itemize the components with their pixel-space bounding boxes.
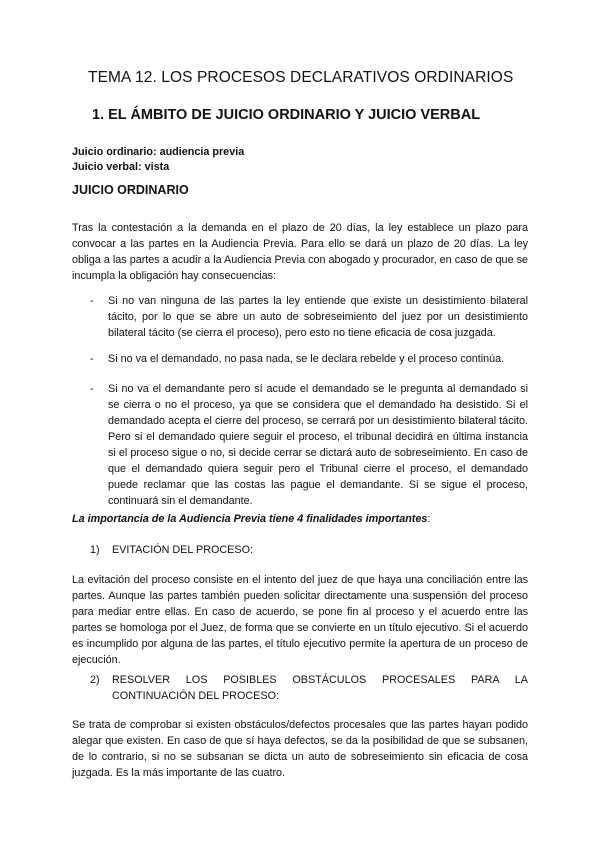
list-item bbox=[72, 351, 528, 367]
bullet-list bbox=[72, 351, 528, 367]
bullet-text: Si no van ninguna de las partes la ley entiende que existe un desistimiento bilateral tácito, por lo que se abre un auto de sobreseimiento del juez por un desistimiento bilateral tácito (se cierra el proceso), pero esto no tiene eficacia de cosa juzgada. bbox=[108, 295, 528, 339]
item-heading: EVITACIÓN DEL PROCESO: bbox=[112, 544, 253, 556]
bullet-text: Si no va el demandado, no pasa nada, se le declara rebelde y el proceso continúa. bbox=[108, 353, 505, 365]
bullet-marker: - bbox=[90, 295, 94, 307]
bullet-text: Si no va el demandante pero sí acude el demandado se le pregunta al demandado si se cierra o no el proceso, ya que se considera que el demandado ha desistido. Si el demandado acepta el cierre del proceso, se cerrará por un desistimiento bilateral tácito. Pero si el demandado quiere seguir el proceso, el tribunal decidirá en última instancia si el proceso sigue o no, si decide cerrar se dictará auto de sobreseimiento. En caso de que el demandado quiera seguir pero el Tribunal cierre el proceso, el demandado puede reclamar que las costas las pague el demandante. Si se sigue el proceso, continuará sin el demandante. bbox=[108, 383, 528, 507]
bullet-list bbox=[72, 293, 528, 341]
list-item bbox=[72, 381, 528, 509]
importance-text: La importancia de la Audiencia Previa tiene 4 finalidades importantes bbox=[72, 513, 428, 525]
list-item bbox=[72, 293, 528, 341]
section-subtitle: 1. EL ÁMBITO DE JUICIO ORDINARIO Y JUICIO VERBAL bbox=[92, 107, 481, 123]
intro-paragraph: Tras la contestación a la demanda en el plazo de 20 días, la ley establece un plazo para convocar a las partes en la Audiencia Previa. Para ello se dará un plazo de 20 días. La ley obliga a las partes a acudir a la Audiencia Previa con abogado y procurador, en caso de que se incumpla la obligación hay consecuencias: bbox=[72, 222, 528, 282]
procedure-labels bbox=[72, 145, 244, 175]
bullet-list bbox=[72, 381, 528, 509]
importance-colon: : bbox=[427, 513, 431, 525]
page-title: TEMA 12. LOS PROCESOS DECLARATIVOS ORDINARIOS bbox=[88, 69, 514, 86]
label-juicio-verbal: Juicio verbal: vista bbox=[72, 161, 170, 173]
bullet-marker: - bbox=[90, 353, 94, 365]
bullet-marker: - bbox=[90, 383, 94, 395]
item-2-paragraph: Se trata de comprobar si existen obstáculos/defectos procesales que las partes hayan podido alegar que existen. En caso de que sí haya defectos, se da la posibilidad de que se subsanen, de lo contrario, si no se subsanan se dicta un auto de sobreseimiento sin eficacia de cosa juzgada. Es la más importante de las cuatro. bbox=[72, 719, 528, 779]
item-heading-line1: RESOLVER LOS POSIBLES OBSTÁCULOS PROCESALES PARA LA bbox=[112, 674, 528, 686]
numbered-heading-1 bbox=[90, 542, 253, 558]
numbered-heading-2 bbox=[90, 672, 528, 702]
item-number: 2) bbox=[90, 674, 100, 686]
label-juicio-ordinario: Juicio ordinario: audiencia previa bbox=[72, 146, 245, 158]
item-1-paragraph: La evitación del proceso consiste en el intento del juez de que haya una conciliación entre las partes. Aunque las partes también pueden solicitar directamente una suspensión del proceso para mediar entre ellas. En caso de acuerdo, se pone fin al proceso y el acuerdo entre las partes se homologa por el Juez, de forma que se convierte en un título ejecutivo. Si el acuerdo es incumplido por alguna de las partes, el título ejecutivo permite la apertura de un proceso de ejecución. bbox=[72, 574, 528, 666]
importance-line bbox=[72, 513, 430, 525]
item-number: 1) bbox=[90, 544, 100, 556]
item-heading-line2: CONTINUACIÓN DEL PROCESO: bbox=[112, 690, 279, 702]
section-heading: JUICIO ORDINARIO bbox=[72, 183, 189, 197]
